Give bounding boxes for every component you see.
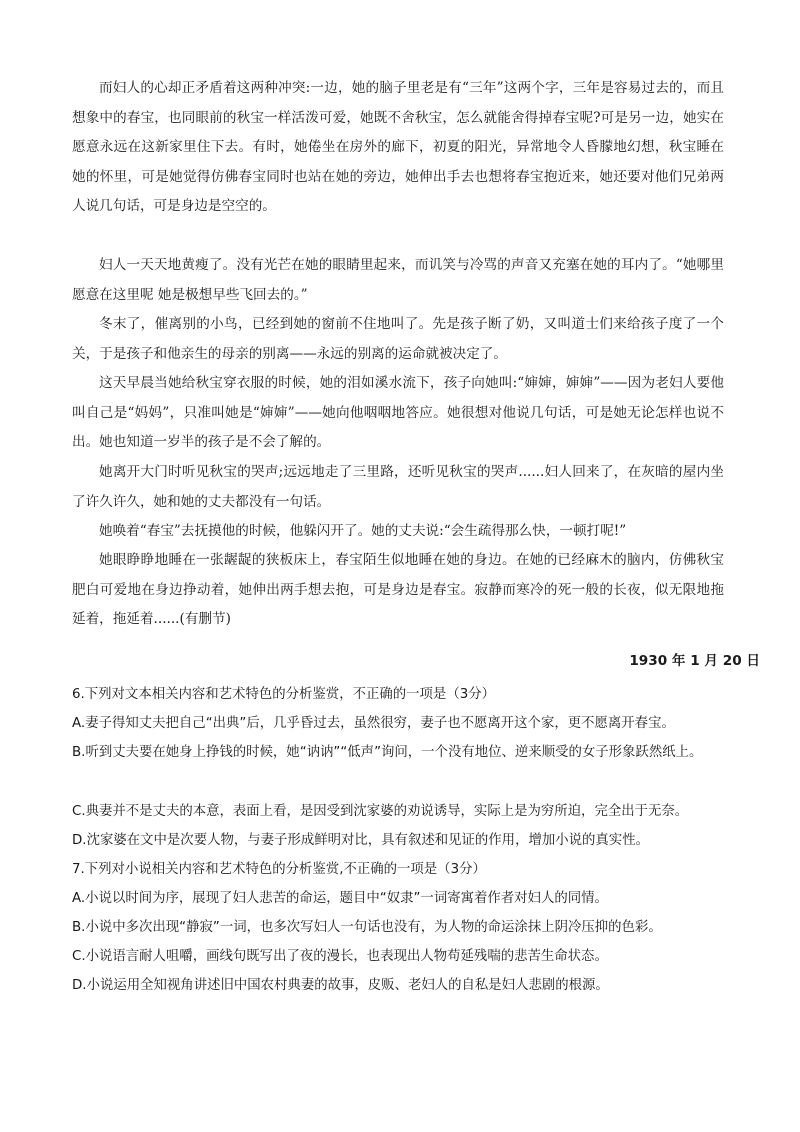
question-6-stem: 6.下列对文本相关内容和艺术特色的分析鉴赏，不正确的一项是（3分） xyxy=(72,687,496,702)
question-6-option-a: A.妻子得知丈夫把自己“出典”后，几乎昏过去，虽然很穷，妻子也不愿离开这个家，更不愿离开春宝。 xyxy=(72,716,675,731)
passage-paragraph-6: 她唤着“春宝”去抚摸他的时候，他躲闪开了。她的丈夫说:“会生疏得那么快，一顿打呢!” xyxy=(99,523,627,539)
question-6-option-b: B.听到丈夫要在她身上挣钱的时候，她“讷讷”“低声”询问，一个没有地位、逆来顺受的女子形象跃然纸上。 xyxy=(72,745,703,760)
passage-paragraph-1: 而妇人的心却正矛盾着这两种冲突:一边，她的脑子里老是有“三年”这两个字，三年是容易过去的，而且想象中的春宝，也同眼前的秋宝一样活泼可爱，她既不舍秋宝，怎么就能舍得掉春宝呢?可是另一边，她实在愿意永远在这新家里住下去。有时，她倦坐在房外的廊下，初夏的阳光，异常地令人昏朦地幻想，秋宝睡在她的怀里，可是她觉得仿佛春宝同时也站在她的旁边，她伸出手去也想将春宝抱近来，她还要对他们兄弟两人说几句话，可是身边是空空的。 xyxy=(72,80,724,214)
passage-paragraph-3: 冬末了，催离别的小鸟，已经到她的窗前不住地叫了。先是孩子断了奶，又叫道士们来给孩子度了一个关，于是孩子和他亲生的母亲的别离——永远的别离的运命就被决定了。 xyxy=(72,316,724,362)
passage-paragraph-4: 这天早晨当她给秋宝穿衣服的时候，她的泪如溪水流下，孩子向她叫:“婶婶，婶婶”——因为老妇人要他叫自己是“妈妈”，只准叫她是“婶婶”——她向他咽咽地答应。她很想对他说几句话，可是她无论怎样也说不出。她也知道一岁半的孩子是不会了解的。 xyxy=(72,375,724,450)
passage-date: 1930 年 1 月 20 日 xyxy=(629,653,760,669)
question-6-option-c: C.典妻并不是丈夫的本意，表面上看，是因受到沈家婆的劝说诱导，实际上是为穷所迫，完全出于无奈。 xyxy=(72,804,689,819)
question-7-option-c: C.小说语言耐人咀嚼，画线句既写出了夜的漫长，也表现出人物苟延残喘的悲苦生命状态。 xyxy=(72,949,608,964)
question-7-stem: 7.下列对小说相关内容和艺术特色的分析鉴赏,不正确的一项是（3分） xyxy=(72,862,486,877)
passage-paragraph-5: 她离开大门时听见秋宝的哭声;远远地走了三里路，还听见秋宝的哭声......妇人回来了，在灰暗的屋内坐了许久许久，她和她的丈夫都没有一句话。 xyxy=(72,464,724,510)
passage-paragraph-2: 妇人一天天地黄瘦了。没有光芒在她的眼睛里起来，而讥笑与冷骂的声音又充塞在她的耳内了。“她哪里愿意在这里呢 她是极想早些飞回去的。” xyxy=(72,257,724,303)
question-7-option-a: A.小说以时间为序，展现了妇人悲苦的命运，题目中“奴隶”一词寄寓着作者对妇人的同情。 xyxy=(72,891,608,906)
question-7-option-b: B.小说中多次出现“静寂”一词，也多次写妇人一句话也没有，为人物的命运涂抹上阴冷压抑的色彩。 xyxy=(72,920,662,935)
question-6-option-d: D.沈家婆在文中是次要人物，与妻子形成鲜明对比，具有叙述和见证的作用，增加小说的真实性。 xyxy=(72,833,649,848)
passage-paragraph-7: 她眼睁睁地睡在一张龌龊的狭板床上，春宝陌生似地睡在她的身边。在她的已经麻木的脑内，仿佛秋宝肥白可爱地在身边挣动着，她伸出两手想去抱，可是身边是春宝。寂静而寒冷的死一般的长夜，似无限地拖延着，拖延着......(有删节) xyxy=(72,552,724,627)
question-7-option-d: D.小说运用全知视角讲述旧中国农村典妻的故事，皮贩、老妇人的自私是妇人悲剧的根源。 xyxy=(72,978,609,993)
